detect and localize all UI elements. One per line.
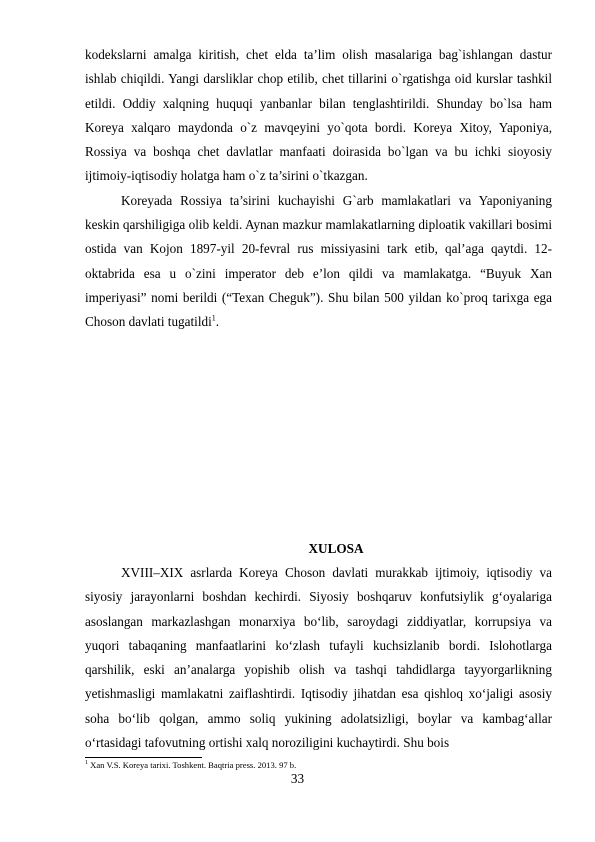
body-text [85,43,552,335]
footnote-text: Xan V.S. Koreya tarixi. Toshkent. Baqtria press. 2013. 97 b. [88,760,297,770]
conclusion-text [85,561,552,755]
conclusion-paragraph-1: XVIII–XIX asrlarda Koreya Choson davlati murakkab ijtimoiy, iqtisodiy va siyosiy jarayonlarni boshdan kechirdi. Siyosiy boshqaruv konfutsiylik g‘oyalariga asoslangan markazlashgan monarxiya bo‘lib, saroydagi ziddiyatlar, korrupsiya va yuqori tabaqaning manfaatlarini ko‘zlash tufayli kuchsizlanib bordi. Islohotlarga qarshilik, eski an’analarga yopishib olish va tashqi tahdidlarga tayyorgarlikning yetishmasligi mamlakatni zaiflashtirdi. Iqtisodiy jihatdan esa qishloq xo‘jaligi asosiy soha bo‘lib qolgan, ammo soliq yukining adolatsizligi, boylar va kambag‘allar o‘rtasidagi tafovutning ortishi xalq noroziligini kuchaytirdi. Shu bois [85,565,552,751]
body-paragraph-2-text: Koreyada Rossiya ta’sirini kuchayishi G`arb mamlakatlari va Yaponiyaning keskin qarshiligiga olib keldi. Aynan mazkur mamlakatlarning diploatik vakillari bosimi ostida van Kojon 1897-yil 20-fevral rus missiyasini tark etib, qal’aga qaytdi. 12-oktabrida esa u o`zini imperator deb e’lon qildi va mamlakatga. “Buyuk Xan imperiyasi” nomi berildi (“Texan Cheguk”). Shu bilan 500 yildan ko`proq tarixga ega Choson davlati tugatildi [85,192,552,330]
body-paragraph-1: kodekslarni amalga kiritish, chet elda ta’lim olish masalariga bag`ishlangan dastur ishlab chiqildi. Yangi darsliklar chop etilib, chet tillarini o`rgatishga oid kurslar tashkil etildi. Oddiy xalqning huquqi yanbanlar bilan tenglashtirildi. Shunday bo`lsa ham Koreya xalqaro maydonda o`z mavqeyini yo`qota bordi. Koreya Xitoy, Yaponiya, Rossiya va boshqa chet davlatlar manfaati doirasida bo`lgan va bu ichki sioyosiy ijtimoiy-iqtisodiy holatga ham o`z ta’sirini o`tkazgan. [85,47,552,184]
page-number: 33 [290,771,305,786]
footnote-marker: 1 [85,760,88,767]
footnote-divider [85,757,202,758]
body-paragraph-2 [85,189,552,335]
footnote [85,759,552,771]
body-paragraph-2-end: . [215,314,220,330]
conclusion-heading: XULOSA [308,541,364,556]
footnote-reference[interactable]: 1 [211,313,216,323]
